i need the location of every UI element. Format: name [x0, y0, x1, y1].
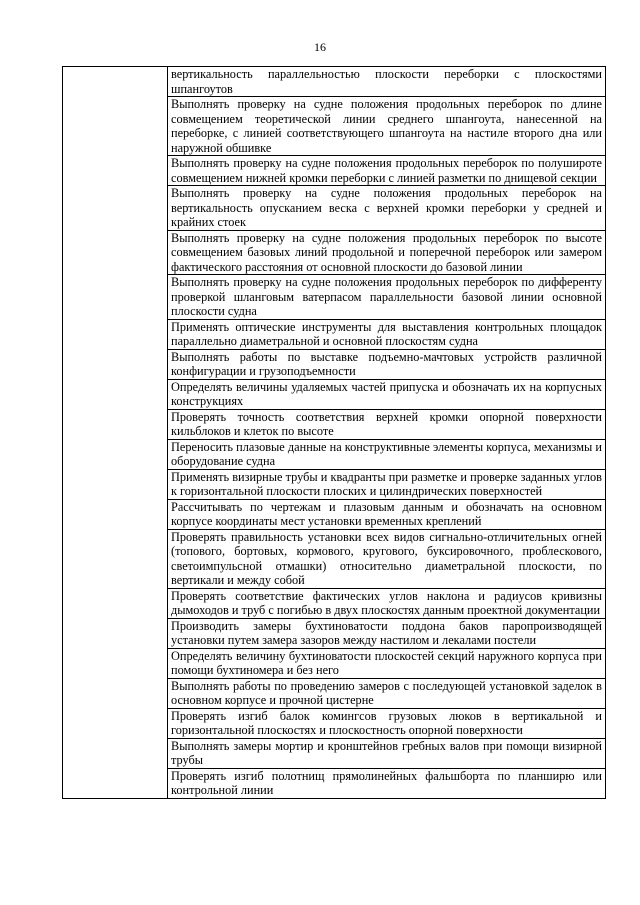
- skill-text: Проверять правильность установки всех видов сигнально-отличительных огней (топового, бортовых, кормового, кругового, буксировочного, проблескового, светоимпульсной отмашки) относительно диаметральной плоскости, по вертикали и между собой: [171, 529, 602, 587]
- skill-cell: [168, 156, 606, 186]
- skill-cell: [168, 529, 606, 588]
- skill-text: Выполнять работы по проведению замеров с последующей установкой заделок в основном корпусе и прочной цистерне: [171, 678, 602, 707]
- skill-cell: [168, 499, 606, 529]
- skill-text: Определять величину бухтиноватости плоскостей секций наружного корпуса при помощи бухтиномера и без него: [171, 648, 602, 677]
- skills-table: [62, 66, 606, 799]
- skill-cell: [168, 588, 606, 618]
- skill-text: вертикальность параллельностью плоскости переборки с плоскостями шпангоутов: [171, 67, 602, 96]
- skill-cell: [168, 409, 606, 439]
- left-column-cell: [63, 67, 168, 799]
- skill-cell: [168, 439, 606, 469]
- skill-text: Выполнять проверку на судне положения продольных переборок по дифференту проверкой шланговым ватерпасом параллельности базовой линии основной плоскости судна: [171, 275, 602, 318]
- skill-cell: [168, 97, 606, 156]
- skill-cell: [168, 67, 606, 97]
- skill-text: Выполнять замеры мортир и кронштейнов гребных валов при помощи визирной трубы: [171, 738, 602, 767]
- skill-cell: [168, 349, 606, 379]
- skill-text: Определять величины удаляемых частей припуска и обозначать их на корпусных конструкциях: [171, 379, 602, 408]
- page-number: 16: [314, 40, 326, 54]
- skill-text: Проверять точность соответствия верхней кромки опорной поверхности кильблоков и клеток по высоте: [171, 409, 602, 438]
- skill-text: Выполнять проверку на судне положения продольных переборок по высоте совмещением базовых линий продольной и поперечной переборок или замером фактического расстояния от основной плоскости до базовой линии: [171, 230, 602, 274]
- skill-cell: [168, 708, 606, 738]
- skill-text: Выполнять проверку на судне положения продольных переборок по длине совмещением теоретической линии среднего шпангоута, нанесенной на переборке, с линией соответствующего шпангоута на настиле второго дна или наружной обшивке: [171, 97, 602, 155]
- skill-text: Выполнять проверку на судне положения продольных переборок на вертикальность опусканием веска с верхней кромки переборки у средней и крайних стоек: [171, 186, 602, 229]
- skill-text: Выполнять проверку на судне положения продольных переборок по полушироте совмещением нижней кромки переборки с линией разметки по днищевой секции: [171, 156, 602, 185]
- skill-text: Применять оптические инструменты для выставления контрольных площадок параллельно диаметральной и основной плоскостям судна: [171, 319, 602, 348]
- skill-text: Применять визирные трубы и квадранты при разметке и проверке заданных углов к горизонтальной плоскости плоских и цилиндрических поверхностей: [171, 469, 602, 498]
- skill-cell: [168, 186, 606, 231]
- skill-cell: [168, 319, 606, 349]
- skill-text: Проверять соответствие фактических углов наклона и радиусов кривизны дымоходов и труб с погибью в двух плоскостях данным проектной документации: [171, 588, 602, 617]
- skill-text: Проверять изгиб балок комингсов грузовых люков в вертикальной и горизонтальной плоскостях и плоскостность опорной поверхности: [171, 708, 602, 737]
- skill-cell: [168, 678, 606, 708]
- skill-cell: [168, 648, 606, 678]
- skills-table-body: [63, 67, 606, 799]
- skill-cell: [168, 618, 606, 648]
- skill-text: Выполнять работы по выставке подъемно-мачтовых устройств различной конфигурации и грузоподъемности: [171, 349, 602, 378]
- skill-cell: [168, 738, 606, 768]
- skill-text: Проверять изгиб полотнищ прямолинейных фальшборта по планширю или контрольной линии: [171, 768, 602, 797]
- skill-cell: [168, 379, 606, 409]
- skill-cell: [168, 768, 606, 798]
- skill-text: Производить замеры бухтиноватости поддона баков паропроизводящей установки путем замера зазоров между настилом и лекалами постели: [171, 618, 602, 647]
- table-row: [63, 67, 606, 97]
- skill-text: Рассчитывать по чертежам и плазовым данным и обозначать на основном корпусе координаты мест установки временных креплений: [171, 499, 602, 528]
- skill-cell: [168, 230, 606, 275]
- skill-cell: [168, 469, 606, 499]
- skill-cell: [168, 275, 606, 320]
- skill-text: Переносить плазовые данные на конструктивные элементы корпуса, механизмы и оборудование судна: [171, 439, 602, 468]
